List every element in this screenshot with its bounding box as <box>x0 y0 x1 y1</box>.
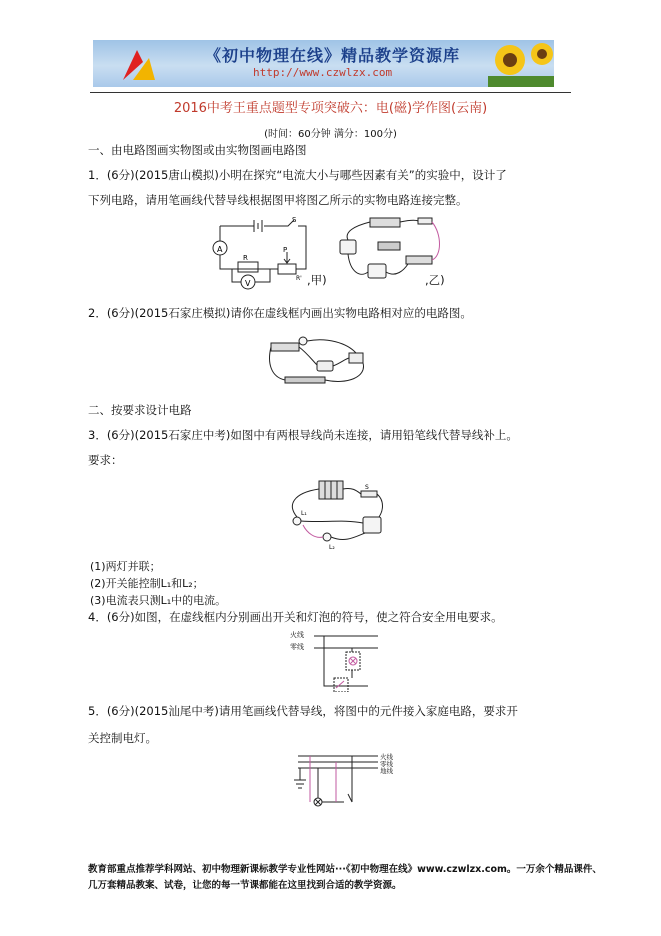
svg-text:S: S <box>292 216 297 224</box>
sunflower-icon <box>488 40 554 87</box>
q3-requirement-2: (2)开关能控制L₁和L₂； <box>90 577 204 590</box>
time-score-info: (时间：60分钟 满分：100分) <box>264 129 397 140</box>
footer-line1: 教育部重点推荐学科网站、初中物理新课标教学专业性网站···《初中物理在线》www.czwlzx.com。一万余个精品课件、 <box>88 864 602 875</box>
q4-text-line1: 4．(6分)如图，在虚线框内分别画出开关和灯泡的符号，使之符合安全用电要求。 <box>88 610 503 624</box>
q2-text-line1: 2．(6分)(2015石家庄模拟)请你在虚线框内画出实物电路相对应的电路图。 <box>88 306 472 320</box>
banner-url[interactable]: http://www.czwlzx.com <box>253 66 393 79</box>
footer-line2: 几万套精品教案、试卷，让您的每一节课都能在这里找到合适的教学资源。 <box>88 880 402 891</box>
q5-live-wire-label: 火线 <box>380 753 393 761</box>
q1-text-line2: 下列电路，请用笔画线代替导线根据图甲将图乙所示的实物电路连接完整。 <box>88 193 468 207</box>
svg-text:R: R <box>243 254 248 262</box>
section-heading-2: 二、按要求设计电路 <box>88 403 192 417</box>
header-banner <box>93 40 554 87</box>
q4-live-wire-label: 火线 <box>290 631 304 639</box>
logo-icon <box>119 44 159 84</box>
q3-text-line2: 要求： <box>88 453 123 467</box>
svg-text:L₂: L₂ <box>329 544 335 551</box>
q4-neutral-wire-label: 零线 <box>290 643 304 651</box>
svg-text:V: V <box>245 279 251 288</box>
q1-circuit-diagram-jia <box>210 214 316 292</box>
q1-text-line1: 1．(6分)(2015唐山模拟)小明在探究“电流大小与哪些因素有关”的实验中，设计了 <box>88 168 507 182</box>
q1-figure-label-yi: ,乙) <box>425 273 445 287</box>
q5-neutral-wire-label: 零线 <box>380 760 393 768</box>
q3-text-line1: 3．(6分)(2015石家庄中考)如图中有两根导线尚未连接，请用铅笔线代替导线补上。 <box>88 428 518 442</box>
svg-text:R': R' <box>296 275 302 282</box>
banner-title: 《初中物理在线》精品教学资源库 <box>205 46 461 65</box>
section-heading-1: 一、由电路图画实物图或由实物图画电路图 <box>88 143 307 157</box>
q3-requirement-3: (3)电流表只测L₁中的电流。 <box>90 594 227 607</box>
header-rule <box>90 92 571 93</box>
svg-text:L₁: L₁ <box>301 510 307 517</box>
page-title: 2016中考王重点题型专项突破六：电(磁)学作图(云南) <box>173 101 488 116</box>
q1-figure-label-jia: ,甲) <box>307 273 327 287</box>
q5-text-line1: 5．(6分)(2015汕尾中考)请用笔画线代替导线，将图中的元件接入家庭电路，要求开 <box>88 704 518 718</box>
q2-physical-circuit <box>267 333 383 393</box>
q5-ground-wire-label: 地线 <box>380 767 393 775</box>
svg-text:S: S <box>365 484 369 491</box>
svg-text:P: P <box>283 246 288 254</box>
q3-physical-circuit <box>283 475 389 553</box>
q3-requirement-1: (1)两灯并联； <box>90 560 161 573</box>
q5-text-line2: 关控制电灯。 <box>88 731 157 745</box>
svg-text:A: A <box>217 245 223 254</box>
